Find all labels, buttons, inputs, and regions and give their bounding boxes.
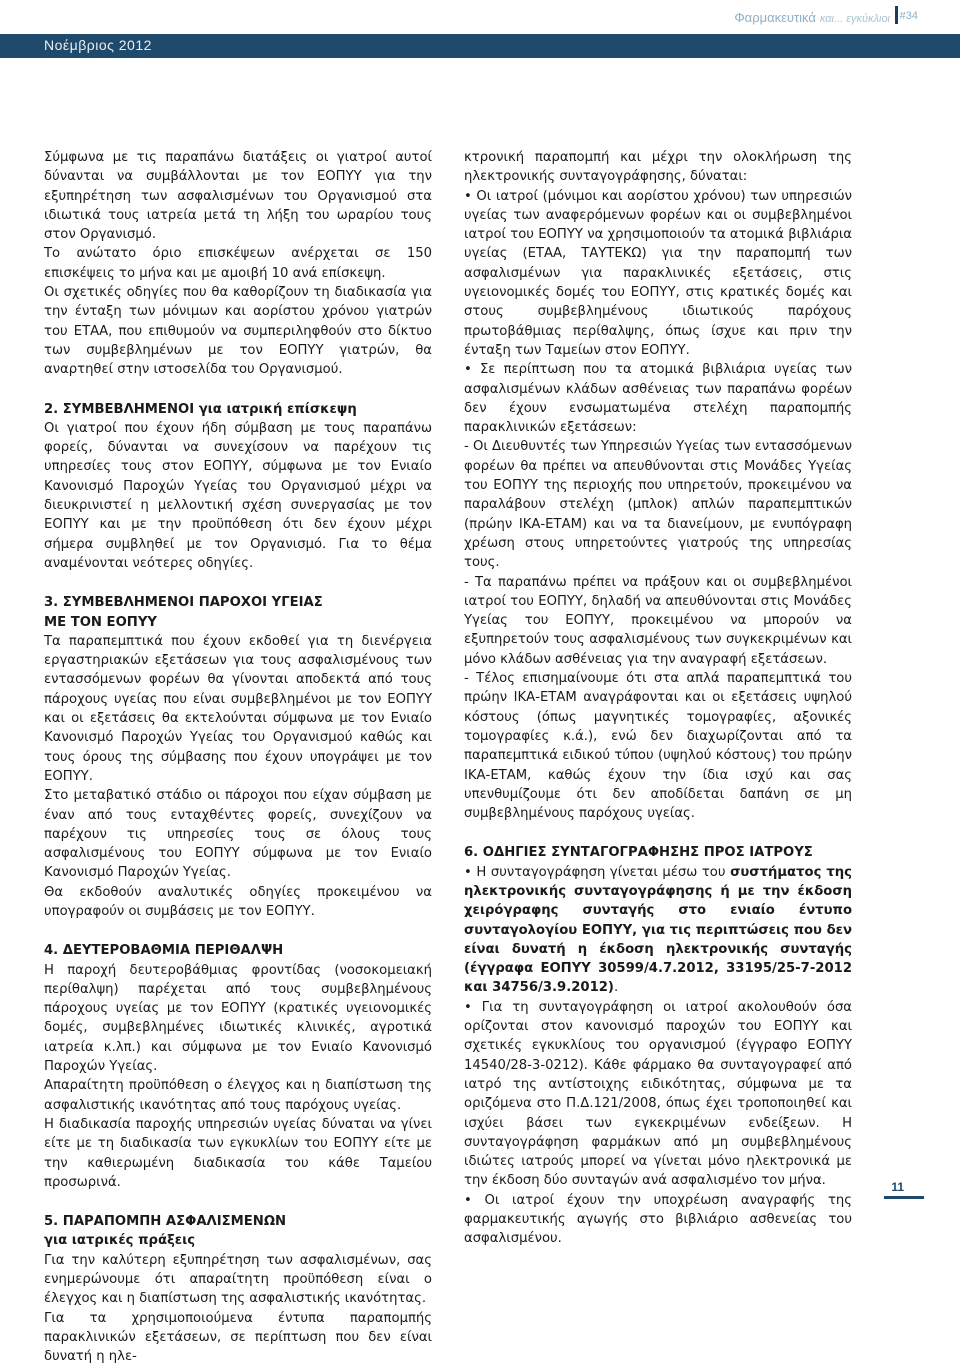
running-subtitle: και... εγκύκλιοι — [819, 13, 890, 25]
page-number: 11 — [891, 1180, 904, 1194]
paragraph: κτρονική παραπομπή και μέχρι την ολοκλήρωση της ηλεκτρονικής συνταγογράφησης, δύναται: — [464, 150, 852, 185]
section-heading-5: 5. ΠΑΡΑΠΟΜΠΗ ΑΣΦΑΛΙΣΜΕΝΩΝ — [44, 1214, 287, 1230]
section-heading-2: 2. ΣΥΜΒΕΒΛΗΜΕΝΟΙ για ιατρική επίσκεψη — [44, 401, 357, 417]
bullet-paragraph: • Σε περίπτωση που τα ατομικά βιβλιάρια υγείας των ασφαλισμένων κλάδων ασθένειας των παραπάνω φορέων δεν έχουν ενσωματωμένα στελέχη παραπομπής παρακλινικών εξετάσεων: — [464, 362, 852, 436]
left-column — [44, 148, 432, 1367]
header-divider — [895, 6, 898, 24]
section-heading-6: 6. ΟΔΗΓΙΕΣ ΣΥΝΤΑΓΟΓΡΑΦΗΣΗΣ ΠΡΟΣ ΙΑΤΡΟΥΣ — [464, 845, 813, 861]
paragraph: - Τέλος επισημαίνουμε ότι στα απλά παραπεμπτικά του πρώην ΙΚΑ-ΕΤΑΜ αναγράφονται και οι εξετάσεις υψηλού κόστους (όπως μαγνητικές τομογραφίες, αξονικές τομογραφίες κ.ά.), ενώ δεν διαχωρίζονται από τα παραπεμπτικά ειδικού τύπου (υψηλού κόστους) του πρώην ΙΚΑ-ΕΤΑΜ, καθώς έχουν την ίδια ισχύ και σας υπενθυμίζουμε ότι δεν αποδίδεται δαπάνη σε μη συμβεβλημένους παρόχους υγείας. — [464, 671, 852, 822]
section-heading-3: 3. ΣΥΜΒΕΒΛΗΜΕΝΟΙ ΠΑΡΟΧΟΙ ΥΓΕΙΑΣ — [44, 595, 323, 611]
section-heading-5-sub: για ιατρικές πράξεις — [44, 1233, 196, 1249]
paragraph: - Οι Διευθυντές των Υπηρεσιών Υγείας των εντασσόμενων φορέων θα πρέπει να απευθύνονται στις Μονάδες Υγείας του ΕΟΠΥΥ της περιοχής που υπηρετούν, προκειμένου να παραλάβουν στελέχη (μπλοκ) απλών παραπεμπτικών (πρώην ΙΚΑ-ΕΤΑΜ) και να τα διανείμουν, με ενυπόγραφη χρέωση στους υπηρετούντες γιατρούς της υπηρεσίας τους. — [464, 439, 852, 571]
page-marker: #34 — [899, 10, 918, 22]
paragraph: Τα παραπεμπτικά που έχουν εκδοθεί για τη διενέργεια εργαστηριακών εξετάσεων για τους ασφαλισμένους των εντασσόμενων φορέων θα γίνονται αποδεκτά από τους πάροχους υγείας που είναι συμβεβλημένοι με τον ΕΟΠΥΥ και οι εξετάσεις θα εκτελούνται σύμφωνα με τον Ενιαίο Κανονισμό Παροχών Υγείας του Οργανισμού καθώς και τους όρους της σύμβασης που έχουν υπογράψει με τον ΕΟΠΥΥ. — [44, 633, 432, 784]
paragraph: Οι σχετικές οδηγίες που θα καθορίζουν τη διαδικασία για την ένταξη των μόνιμων και αορίστου χρόνου γιατρών του ΕΤΑΑ, που επιθυμούν να συμπεριληφθούν στο δίκτυο των συμβεβλημένων με τον ΕΟΠΥΥ γιατρών, θα αναρτηθεί στην ιστοσελίδα του Οργανισμού. — [44, 285, 432, 378]
issue-date: Νοέμβριος 2012 — [44, 37, 152, 53]
paragraph: Για την καλύτερη εξυπηρέτηση των ασφαλισμένων, σας ενημερώνουμε ότι απαραίτητη προϋπόθεση είναι ο έλεγχος και η διαπίστωση της ασφαλιστικής ικανότητας. — [44, 1252, 432, 1307]
paragraph: Η παροχή δευτεροβάθμιας φροντίδας (νοσοκομειακή περίθαλψη) παρέχεται από τους συμβεβλημένους πάροχους υγείας με τον ΕΟΠΥΥ (κρατικές υγειονομικές δομές, συμβεβλημένες ιδιωτικές κλινικές, αγροτικά ιατρεία κ.λπ.) και σύμφωνα με τον Ενιαίο Κανονισμό Παροχών Υγείας. — [44, 962, 432, 1075]
bold-text-run: συστήματος της ηλεκτρονικής συνταγογράφησης ή με την έκδοση χειρόγραφης συνταγής στο ενιαίο έντυπο συνταγολογίου ΕΟΠΥΥ, για τις περιπτώσεις που δεν είναι δυνατή η έκδοση ηλεκτρονικής συνταγής (έγγραφα ΕΟΠΥΥ 30599/4.7.2012, 33195/25-7-2012 και 34756/3.9.2012) — [464, 864, 853, 996]
paragraph: Οι γιατροί που έχουν ήδη σύμβαση με τους παραπάνω φορείς, δύνανται να συνεχίσουν να παρέχουν τις υπηρεσίες τους στον ΕΟΠΥΥ, σύμφωνα με τον Ενιαίο Κανονισμό Παροχών Υγείας του Οργανισμού μέχρι να διευκρινιστεί η μελλοντική σχέση συνεργασίας με τον ΕΟΠΥΥ και με την προϋπόθεση ότι δεν έχουν μέχρι σήμερα συμβληθεί με τον Οργανισμό. Για το θέμα αναμένονται νεότερες οδηγίες. — [44, 420, 432, 571]
paragraph: - Τα παραπάνω πρέπει να πράξουν και οι συμβεβλημένοι ιατροί του ΕΟΠΥΥ, δηλαδή να απευθύνονται στις Μονάδες Υγείας του ΕΟΠΥΥ, προκειμένου να μπορούν να εξυπηρετούν τους ασφαλισμένους των συγκεκριμένων και μόνο κλάδων ασθένειας για την αναγραφή εξετάσεων. — [464, 574, 852, 667]
text-run: • Η συνταγογράφηση γίνεται μέσω του — [464, 864, 731, 880]
paragraph: Για τα χρησιμοποιούμενα έντυπα παραπομπής παρακλινικών εξετάσεων, σε περίπτωση που δεν είναι δυνατή η ηλε- — [44, 1310, 432, 1365]
running-title: Φαρμακευτικά — [734, 10, 816, 25]
bullet-paragraph: • Για τη συνταγογράφηση οι ιατροί ακολουθούν όσα ορίζονται στον κανονισμό παροχών του ΕΟΠΥΥ και σχετικές εγκυκλίους του οργανισμού (έγγραφο ΕΟΠΥΥ 14540/28-3-0212). Κάθε φάρμακο θα συνταγογραφεί από ιατρό της αντίστοιχης ειδικότητας, σύμφωνα με τα οριζόμενα στο Π.Δ.121/2008, όπως έχει τροποποιηθεί και ισχύει βάσει των εγκεκριμένων ενδείξεων. Η συνταγογράφηση φαρμάκων από μη συμβεβλημένους ιδιώτες ιατρούς μπορεί να γίνεται μόνο ηλεκτρονικά με την έκδοση δύο συνταγών ανά ασφαλισμένο τον μήνα. — [464, 999, 852, 1189]
section-heading-4: 4. ΔΕΥΤΕΡΟΒΑΘΜΙΑ ΠΕΡΙΘΑΛΨΗ — [44, 943, 284, 959]
paragraph: Σύμφωνα με τις παραπάνω διατάξεις οι γιατροί αυτοί δύνανται να συμβάλλονται με τον ΕΟΠΥΥ για την εξυπηρέτηση των ασφαλισμένων του Οργανισμού στα ιδιωτικά τους ιατρεία μετά τη λήξη του ωραρίου τους στον Οργανισμό. — [44, 150, 432, 243]
issue-bar — [0, 34, 960, 58]
bullet-paragraph: • Οι ιατροί (μόνιμοι και αορίστου χρόνου) των υπηρεσιών υγείας των αναφερόμενων φορέων και οι συμβεβλημένοι ιατροί του ΕΟΠΥΥ να χρησιμοποιούν τα ατομικά βιβλιάρια υγείας (ΕΤΑΑ, ΤΑΥΤΕΚΩ) για την παραπομπή των ασφαλισμένων για παρακλινικές εξετάσεις, στις υγειονομικές δομές του ΕΟΠΥΥ, στις κρατικές δομές και στους συμβεβλημένους ιδιωτικούς παρόχους πρωτοβάθμιας περίθαλψης, όπως ίσχυε και πριν την ένταξη των Ταμείων στον ΕΟΠΥΥ. — [464, 188, 852, 358]
section-heading-3-sub: ΜΕ ΤΟΝ ΕΟΠΥΥ — [44, 614, 157, 630]
running-head — [734, 10, 890, 25]
paragraph: Η διαδικασία παροχής υπηρεσιών υγείας δύναται να γίνει είτε με τη διαδικασία των εγκυκλίων του ΕΟΠΥΥ είτε με την καθιερωμένη διαδικασία του κάθε Ταμείου προσωρινά. — [44, 1116, 432, 1190]
right-column — [464, 148, 852, 1249]
paragraph: Θα εκδοθούν αναλυτικές οδηγίες προκειμένου να υπογραφούν οι συμβάσεις με τον ΕΟΠΥΥ. — [44, 884, 432, 919]
paragraph: Στο μεταβατικό στάδιο οι πάροχοι που είχαν σύμβαση με έναν από τους ενταχθέντες φορείς, συνεχίζουν να παρέχουν τις υπηρεσίες τους σε όλους τους ασφαλισμένους του ΕΟΠΥΥ σύμφωνα με τον Ενιαίο Κανονισμό Παροχών Υγείας. — [44, 788, 432, 881]
paragraph: Απαραίτητη προϋπόθεση ο έλεγχος και η διαπίστωση της ασφαλιστικής ικανότητας από τους παρόχους υγείας. — [44, 1078, 432, 1113]
paragraph: Το ανώτατο όριο επισκέψεων ανέρχεται σε 150 επισκέψεις το μήνα και με αμοιβή 10 ανά επίσκεψη. — [44, 246, 432, 281]
bullet-paragraph — [464, 863, 852, 998]
footer-rule — [884, 1196, 924, 1199]
text-run: . — [613, 980, 619, 996]
bullet-paragraph: • Οι ιατροί έχουν την υποχρέωση αναγραφής της φαρμακευτικής αγωγής στο βιβλιάριο ασθενείας του ασφαλισμένου. — [464, 1192, 852, 1247]
